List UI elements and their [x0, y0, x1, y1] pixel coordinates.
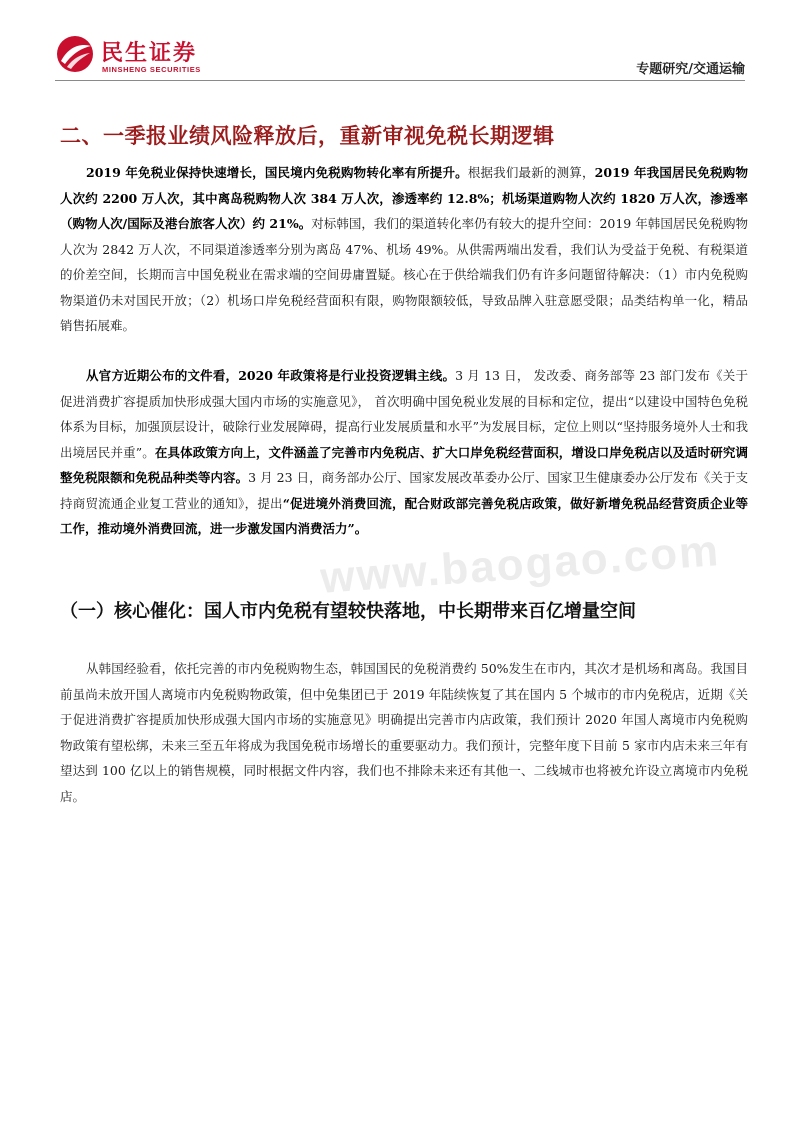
report-category: 专题研究/交通运输: [636, 62, 745, 77]
paragraph-2-lead: 从官方近期公布的文件看，2020 年政策将是行业投资逻辑主线。: [86, 368, 456, 383]
minsheng-logo-icon: [55, 34, 95, 74]
paragraph-1-lead: 2019 年免税业保持快速增长，国民境内免税购物转化率有所提升。: [86, 165, 468, 180]
paragraph-1-stats: 2019 年我国居民免税购物人次约 2200 万人次，其中离岛税购物人次 384 万人次，渗透率约 12.8%；机场渠道购物人次约 1820 万人次，渗透率（购物人次/国际及港台旅客人次）约 21%。: [60, 165, 748, 231]
paragraph-1: [60, 160, 748, 339]
paragraph-1-text-a: 根据我们最新的测算，: [467, 165, 595, 180]
paragraph-2-text-a: 3 月 13 日， 发改委、商务部等 23 部门发布《关于促进消费扩容提质加快形成强大国内市场的实施意见》， 首次明确中国免税业发展的目标和定位，提出“以建设中国特色免税体系为目标，加强顶层设计，破除行业发展障碍，提高行业发展质量和水平”为发展目标，定位上则以“坚持服务境外人士和我出境居民并重”。: [60, 368, 748, 460]
watermark: www.baogao.com: [318, 526, 722, 603]
paragraph-2-policy: 在具体政策方向上，文件涵盖了完善市内免税店、扩大口岸免税经营面积，增设口岸免税店以及适时研究调整免税限额和免税品种类等内容。: [60, 444, 748, 485]
section-heading: 二、一季报业绩风险释放后，重新审视免税长期逻辑: [60, 124, 555, 148]
paragraph-3: 从韩国经验看，依托完善的市内免税购物生态，韩国国民的免税消费约 50%发生在市内，其次才是机场和离岛。我国目前虽尚未放开国人离境市内免税购物政策，但中免集团已于 2019 年陆续恢复了其在国内 5 个城市的市内免税店，近期《关于促进消费扩容提质加快形成强大国内市场的实施意见》明确提出完善市内店政策，我们预计 2020 年国人离境市内免税购物政策有望松绑，未来三至五年将成为我国免税市场增长的重要驱动力。我们预计，完整年度下目前 5 家市内店未来三年有望达到 100 亿以上的销售规模，同时根据文件内容，我们也不排除未来还有其他一、二线城市也将被允许设立离境市内免税店。: [60, 661, 748, 804]
paragraph-2-text-b: 3 月 23 日，商务部办公厅、国家发展改革委办公厅、国家卫生健康委办公厅发布《关于支持商贸流通企业复工营业的通知》，提出: [60, 470, 748, 511]
subsection-heading: （一）核心催化：国人市内免税有望较快落地，中长期带来百亿增量空间: [60, 601, 636, 622]
page-header: [55, 34, 745, 80]
header-divider: [55, 80, 745, 81]
paragraph-2: [60, 363, 748, 542]
logo-english-name: MINSHENG SECURITIES: [102, 65, 201, 74]
paragraph-2-quote: “促进境外消费回流，配合财政部完善免税店政策，做好新增免税品经营资质企业等工作，推动境外消费回流，进一步激发国内消费活力”。: [60, 495, 748, 536]
paragraph-1-text-b: 对标韩国，我们的渠道转化率仍有较大的提升空间：2019 年韩国居民免税购物人次为 2842 万人次，不同渠道渗透率分别为离岛 47%、机场 49%。从供需两端出发看，我们认为受益于免税、有税渠道的价差空间，长期而言中国免税业在需求端的空间毋庸置疑。核心在于供给端我们仍有许多问题留待解决：（1）市内免税购物渠道仍未对国民开放；（2）机场口岸免税经营面积有限，购物限额较低，导致品牌入驻意愿受限；品类结构单一化，精品销售拓展难。: [60, 216, 748, 333]
logo-chinese-name: 民生证券: [101, 41, 198, 66]
